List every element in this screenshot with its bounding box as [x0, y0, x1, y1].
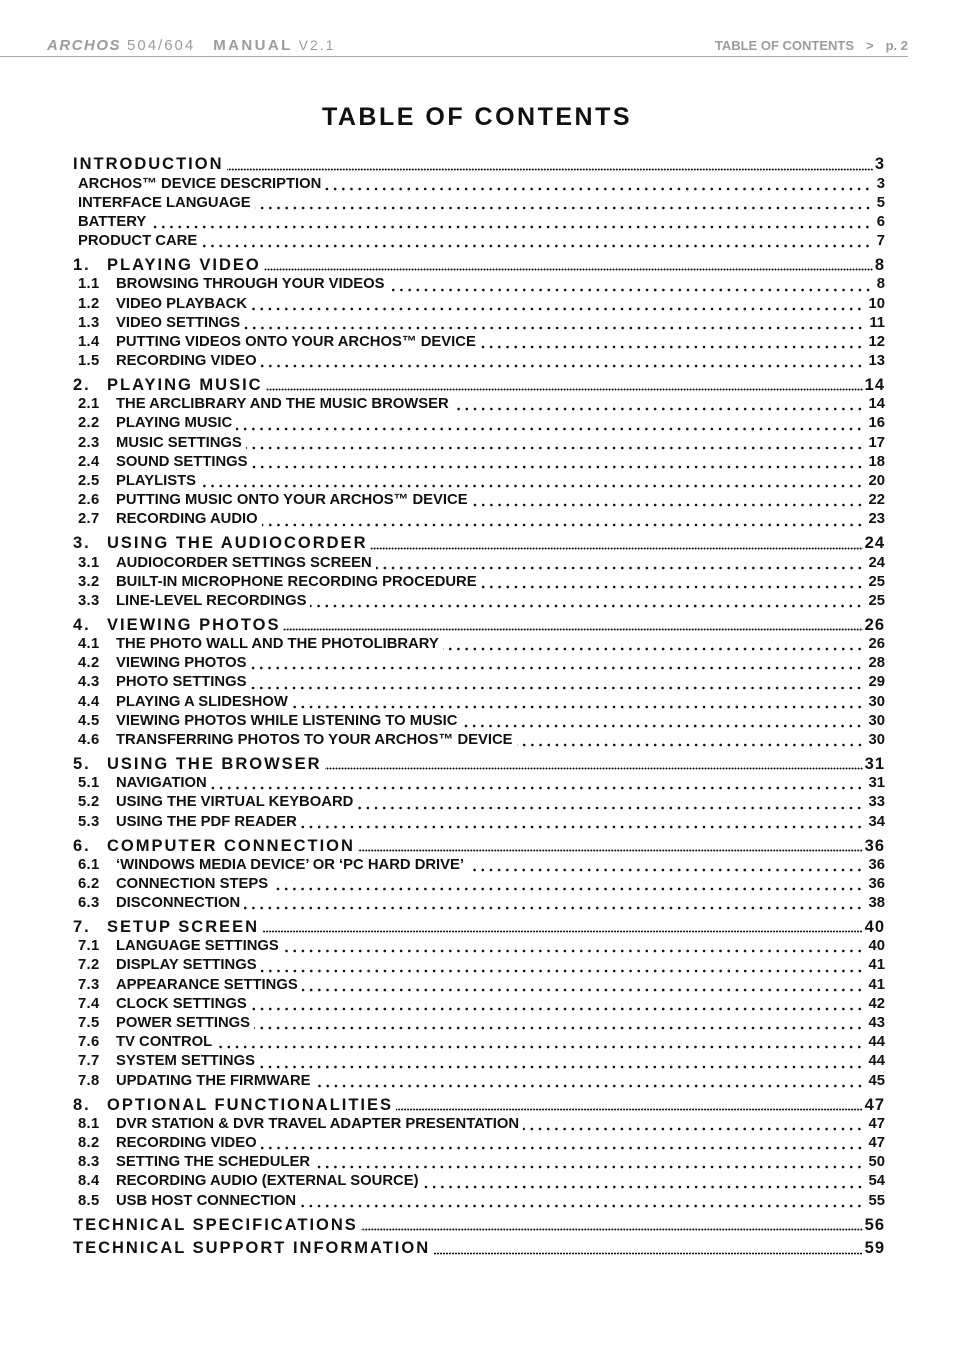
- toc-entry-number: 4.: [73, 615, 91, 634]
- toc-entry-title: NAVIGATION: [116, 775, 207, 792]
- toc-entry-number: 1.5: [78, 353, 100, 370]
- toc-entry-number: 7.4: [78, 995, 100, 1012]
- toc-entry-row[interactable]: [73, 333, 885, 352]
- toc-entry-title: CONNECTION STEPS: [116, 875, 269, 892]
- toc-entry-title: VIEWING PHOTOS WHILE LISTENING TO MUSIC: [116, 712, 458, 729]
- toc-leader-dots: [251, 295, 864, 314]
- toc-page-number: 14: [868, 396, 885, 413]
- toc-leader-dots: [358, 837, 863, 856]
- toc-leader-dots: [292, 693, 864, 712]
- breadcrumb-separator: >: [866, 38, 874, 53]
- toc-entry-number: 1.1: [78, 276, 100, 293]
- toc-entry-number: 1.4: [78, 333, 100, 350]
- toc-entry-number: 2.: [73, 376, 91, 395]
- toc-page-number: 28: [868, 655, 885, 672]
- toc-leader-dots: [481, 573, 864, 592]
- toc-page-number: 38: [868, 895, 885, 912]
- toc-leader-dots: [389, 275, 872, 294]
- toc-leader-dots: [433, 1239, 863, 1258]
- toc-entry-title: USB HOST CONNECTION: [116, 1192, 297, 1209]
- toc-page-number: 8: [876, 276, 885, 293]
- toc-entry-number: 2.3: [78, 434, 100, 451]
- toc-entry-title: PUTTING MUSIC ONTO YOUR ARCHOS™ DEVICE: [116, 492, 468, 509]
- toc-entry-title: THE PHOTO WALL AND THE PHOTOLIBRARY: [116, 636, 439, 653]
- toc-entry-title: POWER SETTINGS: [116, 1015, 251, 1032]
- toc-entry-number: 4.5: [78, 712, 100, 729]
- toc-entry-title: APPEARANCE SETTINGS: [116, 976, 298, 993]
- toc-leader-dots: [259, 1052, 864, 1071]
- toc-page-number: 31: [864, 755, 885, 773]
- toc-page-number: 23: [868, 511, 885, 528]
- toc-entry-title: USING THE PDF READER: [116, 813, 297, 830]
- toc-page-number: 12: [868, 333, 885, 350]
- toc-entry-number: 4.6: [78, 732, 100, 749]
- toc-page-number: 24: [864, 534, 885, 553]
- toc-page-number: 54: [868, 1173, 885, 1190]
- toc-entry-number: 7.5: [78, 1015, 100, 1032]
- toc-entry-row[interactable]: [73, 275, 885, 294]
- toc-leader-dots: [261, 956, 864, 975]
- toc-entry-title: PRODUCT CARE: [78, 233, 198, 250]
- toc-section-row[interactable]: [73, 155, 885, 174]
- toc-entry-title: PLAYLISTS: [116, 472, 197, 489]
- toc-entry-title: LANGUAGE SETTINGS: [116, 938, 279, 955]
- toc-leader-dots: [250, 654, 863, 673]
- toc-entry-title: PHOTO SETTINGS: [116, 674, 247, 691]
- toc-entry-title: CLOCK SETTINGS: [116, 995, 247, 1012]
- toc-leader-dots: [201, 232, 872, 251]
- toc-entry-row[interactable]: [73, 976, 885, 995]
- toc-entry-number: 7.2: [78, 957, 100, 974]
- toc-entry-number: 5.1: [78, 775, 100, 792]
- toc-page-number: 56: [864, 1215, 885, 1234]
- toc-entry-title: OPTIONAL FUNCTIONALITIES: [107, 1095, 394, 1114]
- toc-entry-number: 8.1: [78, 1115, 100, 1132]
- toc-leader-dots: [262, 510, 864, 529]
- toc-entry-number: 3.2: [78, 573, 100, 590]
- toc-entry-row[interactable]: [73, 995, 885, 1014]
- toc-entry-title: AUDIOCORDER SETTINGS SCREEN: [116, 554, 372, 571]
- toc-leader-dots: [216, 1033, 863, 1052]
- toc-entry-title: TRANSFERRING PHOTOS TO YOUR ARCHOS™ DEVICE: [116, 732, 513, 749]
- toc-page-number: 41: [868, 976, 885, 993]
- toc-entry-title: SETUP SCREEN: [107, 918, 260, 937]
- toc-entry-row[interactable]: [73, 491, 885, 510]
- toc-entry-title: TECHNICAL SUPPORT INFORMATION: [73, 1239, 431, 1258]
- toc-leader-dots: [264, 256, 873, 275]
- toc-entry-row[interactable]: [73, 414, 885, 433]
- toc-leader-dots: [480, 333, 864, 352]
- version-label: V2.1: [298, 37, 336, 53]
- toc-entry-title: ‘WINDOWS MEDIA DEVICE’ OR ‘PC HARD DRIVE’: [116, 856, 465, 873]
- toc-entry-title: USING THE BROWSER: [107, 755, 322, 773]
- toc-leader-dots: [227, 155, 873, 174]
- toc-page-number: 45: [868, 1072, 885, 1089]
- toc-leader-dots: [396, 1096, 863, 1115]
- toc-leader-dots: [200, 472, 863, 491]
- toc-page-number: 16: [868, 415, 885, 432]
- toc-entry-title: SYSTEM SETTINGS: [116, 1053, 255, 1070]
- toc-entry-number: 2.2: [78, 415, 100, 432]
- toc-entry-row[interactable]: [73, 573, 885, 592]
- toc-entry-number: 7.3: [78, 976, 100, 993]
- toc-leader-dots: [423, 1172, 864, 1191]
- toc-entry-number: 8.3: [78, 1154, 100, 1171]
- toc-entry-title: PLAYING MUSIC: [107, 376, 263, 395]
- toc-entry-row[interactable]: [73, 937, 885, 956]
- toc-entry-number: 2.7: [78, 511, 100, 528]
- toc-entry-number: 3.: [73, 534, 91, 553]
- toc-entry-number: 4.2: [78, 655, 100, 672]
- toc-entry-title: RECORDING VIDEO: [116, 1134, 257, 1151]
- toc-entry-number: 6.3: [78, 895, 100, 912]
- toc-entry-number: 8.2: [78, 1134, 100, 1151]
- toc-leader-dots: [300, 1192, 863, 1211]
- toc-page-number: 30: [868, 693, 885, 710]
- breadcrumb-section: TABLE OF CONTENTS: [714, 38, 854, 53]
- toc-leader-dots: [254, 1014, 864, 1033]
- toc-page-number: 40: [864, 918, 885, 937]
- toc-entry-row[interactable]: [73, 856, 885, 875]
- toc-entry-title: INTRODUCTION: [73, 155, 224, 174]
- toc-entry-title: SETTING THE SCHEDULER: [116, 1154, 311, 1171]
- toc-entry-row[interactable]: [73, 1115, 885, 1134]
- toc-entry-number: 8.4: [78, 1173, 100, 1190]
- toc-page-number: 8: [874, 256, 885, 275]
- toc-leader-dots: [302, 976, 864, 995]
- page-title: TABLE OF CONTENTS: [321, 103, 633, 131]
- toc-entry-number: 8.: [73, 1095, 91, 1114]
- toc-page-number: 11: [869, 314, 885, 331]
- toc-entry-title: VIDEO SETTINGS: [116, 314, 241, 331]
- toc-entry-number: 7.6: [78, 1034, 100, 1051]
- toc-entry-title: PLAYING A SLIDESHOW: [116, 693, 288, 710]
- table-of-contents: [73, 151, 885, 1259]
- toc-entry-row[interactable]: [73, 731, 885, 750]
- toc-entry-row[interactable]: [73, 232, 885, 251]
- toc-leader-dots: [443, 635, 864, 654]
- toc-page-number: 13: [868, 353, 885, 370]
- toc-entry-row[interactable]: [73, 875, 885, 894]
- toc-entry-row[interactable]: [73, 395, 885, 414]
- toc-entry-row[interactable]: [73, 554, 885, 573]
- toc-entry-row[interactable]: [73, 1172, 885, 1191]
- toc-leader-dots: [272, 875, 863, 894]
- toc-page-number: 3: [876, 175, 885, 192]
- toc-section-row[interactable]: [73, 376, 885, 395]
- toc-leader-dots: [472, 491, 864, 510]
- toc-section-row[interactable]: [73, 1096, 885, 1115]
- toc-entry-row[interactable]: [73, 453, 885, 472]
- toc-entry-row[interactable]: [73, 956, 885, 975]
- toc-leader-dots: [262, 918, 863, 937]
- toc-entry-number: 7.: [73, 918, 91, 937]
- toc-entry-title: DISCONNECTION: [116, 895, 241, 912]
- toc-entry-row[interactable]: [73, 434, 885, 453]
- toc-entry-row[interactable]: [73, 472, 885, 491]
- toc-page-number: 34: [868, 813, 885, 830]
- toc-page-number: 31: [868, 775, 885, 792]
- toc-page-number: 29: [868, 674, 885, 691]
- toc-entry-title: TECHNICAL SPECIFICATIONS: [73, 1215, 358, 1234]
- toc-page-number: 24: [868, 554, 885, 571]
- toc-entry-number: 4.4: [78, 693, 100, 710]
- toc-leader-dots: [211, 774, 864, 793]
- toc-section-row[interactable]: [73, 616, 885, 635]
- toc-page-number: 44: [868, 1053, 885, 1070]
- toc-leader-dots: [314, 1153, 864, 1172]
- toc-entry-row[interactable]: [73, 813, 885, 832]
- toc-leader-dots: [325, 755, 863, 774]
- toc-entry-title: RECORDING AUDIO (EXTERNAL SOURCE): [116, 1173, 419, 1190]
- toc-page-number: 30: [868, 732, 885, 749]
- toc-page-number: 10: [868, 295, 885, 312]
- toc-section-row[interactable]: [73, 755, 885, 774]
- toc-entry-title: PLAYING VIDEO: [107, 256, 261, 275]
- toc-entry-row[interactable]: [73, 712, 885, 731]
- toc-page-number: 25: [868, 573, 885, 590]
- toc-leader-dots: [370, 534, 862, 553]
- toc-section-row[interactable]: [73, 1216, 885, 1235]
- toc-page-number: 14: [864, 376, 885, 395]
- toc-entry-row[interactable]: [73, 654, 885, 673]
- toc-page-number: 3: [874, 155, 885, 174]
- header-breadcrumb: [715, 37, 908, 54]
- toc-leader-dots: [523, 1115, 863, 1134]
- toc-entry-title: PUTTING VIDEOS ONTO YOUR ARCHOS™ DEVICE: [116, 333, 476, 350]
- toc-entry-number: 2.6: [78, 492, 100, 509]
- toc-entry-row[interactable]: [73, 314, 885, 333]
- toc-entry-number: 6.2: [78, 875, 100, 892]
- toc-page-number: 18: [868, 453, 885, 470]
- toc-entry-number: 3.3: [78, 592, 100, 609]
- toc-page-number: 7: [876, 233, 885, 250]
- toc-entry-number: 1.: [73, 256, 91, 275]
- toc-entry-title: BROWSING THROUGH YOUR VIDEOS: [116, 276, 385, 293]
- toc-entry-row[interactable]: [73, 894, 885, 913]
- toc-leader-dots: [453, 395, 864, 414]
- toc-page-number: 36: [864, 836, 885, 855]
- toc-entry-row[interactable]: [73, 510, 885, 529]
- toc-leader-dots: [283, 616, 862, 635]
- toc-section-row[interactable]: [73, 256, 885, 275]
- toc-entry-number: 1.2: [78, 295, 100, 312]
- toc-leader-dots: [357, 793, 863, 812]
- toc-leader-dots: [261, 1134, 864, 1153]
- toc-entry-row[interactable]: [73, 1014, 885, 1033]
- toc-entry-number: 5.3: [78, 813, 100, 830]
- toc-leader-dots: [266, 376, 863, 395]
- toc-entry-row[interactable]: [73, 1134, 885, 1153]
- toc-section-row[interactable]: [73, 1239, 885, 1258]
- toc-entry-row[interactable]: [73, 673, 885, 692]
- toc-leader-dots: [252, 453, 864, 472]
- toc-entry-number: 7.8: [78, 1072, 100, 1089]
- toc-entry-title: UPDATING THE FIRMWARE: [116, 1072, 311, 1089]
- toc-leader-dots: [251, 995, 864, 1014]
- toc-page-number: 26: [864, 615, 885, 634]
- toc-entry-number: 5.: [73, 755, 91, 773]
- toc-section-row[interactable]: [73, 534, 885, 553]
- toc-page-number: 42: [868, 995, 885, 1012]
- toc-page-number: 41: [868, 957, 885, 974]
- toc-entry-row[interactable]: [73, 213, 885, 232]
- toc-leader-dots: [246, 434, 864, 453]
- toc-entry-number: 6.1: [78, 856, 100, 873]
- toc-page-number: 25: [868, 592, 885, 609]
- toc-entry-number: 7.7: [78, 1053, 100, 1070]
- toc-entry-title: RECORDING VIDEO: [116, 353, 257, 370]
- toc-entry-number: 2.4: [78, 453, 100, 470]
- manual-label: MANUAL: [213, 37, 293, 54]
- toc-entry-row[interactable]: [73, 1033, 885, 1052]
- toc-entry-number: 7.1: [78, 938, 100, 955]
- toc-leader-dots: [283, 937, 864, 956]
- toc-section-row[interactable]: [73, 837, 885, 856]
- toc-entry-number: 2.5: [78, 472, 100, 489]
- header-manual-title: [47, 36, 335, 55]
- toc-entry-number: 1.3: [78, 314, 100, 331]
- toc-leader-dots: [310, 592, 863, 611]
- toc-leader-dots: [517, 731, 864, 750]
- toc-page-number: 47: [868, 1115, 885, 1132]
- toc-section-row[interactable]: [73, 918, 885, 937]
- toc-entry-row[interactable]: [73, 1072, 885, 1091]
- toc-page-number: 55: [868, 1192, 885, 1209]
- toc-entry-title: VIEWING PHOTOS: [116, 655, 247, 672]
- toc-leader-dots: [250, 673, 863, 692]
- toc-entry-title: RECORDING AUDIO: [116, 511, 258, 528]
- toc-entry-row[interactable]: [73, 793, 885, 812]
- toc-leader-dots: [325, 175, 871, 194]
- toc-page-number: 6: [876, 213, 885, 230]
- toc-entry-title: ARCHOS™ DEVICE DESCRIPTION: [78, 175, 322, 192]
- toc-page-number: 59: [864, 1239, 885, 1258]
- toc-page-number: 33: [868, 794, 885, 811]
- toc-entry-row[interactable]: [73, 295, 885, 314]
- toc-entry-row[interactable]: [73, 1153, 885, 1172]
- toc-leader-dots: [150, 213, 872, 232]
- toc-entry-title: USING THE AUDIOCORDER: [107, 534, 368, 553]
- toc-leader-dots: [261, 352, 864, 371]
- toc-page-number: 5: [876, 194, 885, 211]
- toc-leader-dots: [236, 414, 863, 433]
- toc-page-number: 47: [864, 1095, 885, 1114]
- toc-entry-title: THE ARCLIBRARY AND THE MUSIC BROWSER: [116, 396, 449, 413]
- toc-leader-dots: [461, 712, 863, 731]
- toc-entry-number: 4.1: [78, 636, 100, 653]
- toc-page-number: 47: [868, 1134, 885, 1151]
- toc-entry-title: VIDEO PLAYBACK: [116, 295, 248, 312]
- toc-entry-row[interactable]: [73, 635, 885, 654]
- toc-page-number: 44: [868, 1034, 885, 1051]
- toc-leader-dots: [376, 554, 864, 573]
- toc-entry-number: 8.5: [78, 1192, 100, 1209]
- toc-leader-dots: [244, 314, 864, 333]
- toc-entry-title: DVR STATION & DVR TRAVEL ADAPTER PRESENTATION: [116, 1115, 520, 1132]
- toc-entry-number: 4.3: [78, 674, 100, 691]
- toc-page-number: 50: [868, 1154, 885, 1171]
- toc-entry-number: 2.1: [78, 396, 100, 413]
- toc-entry-row[interactable]: [73, 1052, 885, 1071]
- toc-page-number: 30: [868, 712, 885, 729]
- toc-leader-dots: [315, 1072, 864, 1091]
- toc-leader-dots: [361, 1216, 863, 1235]
- toc-entry-row[interactable]: [73, 1192, 885, 1211]
- toc-entry-title: BATTERY: [78, 213, 147, 230]
- toc-entry-row[interactable]: [73, 194, 885, 213]
- toc-page-number: 43: [868, 1015, 885, 1032]
- page-number: p. 2: [885, 38, 908, 53]
- toc-page-number: 40: [868, 938, 885, 955]
- model-number: 504/604: [127, 37, 196, 54]
- toc-entry-title: LINE-LEVEL RECORDINGS: [116, 592, 307, 609]
- toc-entry-title: DISPLAY SETTINGS: [116, 957, 257, 974]
- toc-entry-title: BUILT-IN MICROPHONE RECORDING PROCEDURE: [116, 573, 477, 590]
- toc-entry-row[interactable]: [73, 693, 885, 712]
- toc-entry-title: USING THE VIRTUAL KEYBOARD: [116, 794, 354, 811]
- toc-page-number: 22: [868, 492, 885, 509]
- brand-logo-text: ARCHOS: [47, 37, 122, 54]
- toc-entry-title: MUSIC SETTINGS: [116, 434, 242, 451]
- toc-entry-number: 3.1: [78, 554, 100, 571]
- toc-page-number: 17: [868, 434, 885, 451]
- toc-page-number: 36: [868, 875, 885, 892]
- toc-entry-title: SOUND SETTINGS: [116, 453, 248, 470]
- toc-entry-title: PLAYING MUSIC: [116, 415, 233, 432]
- toc-page-number: 20: [868, 472, 885, 489]
- toc-entry-title: VIEWING PHOTOS: [107, 615, 281, 634]
- toc-entry-title: COMPUTER CONNECTION: [107, 836, 355, 855]
- toc-leader-dots: [255, 194, 872, 213]
- toc-entry-row[interactable]: [73, 352, 885, 371]
- toc-entry-row[interactable]: [73, 592, 885, 611]
- toc-leader-dots: [244, 894, 863, 913]
- toc-leader-dots: [301, 813, 864, 832]
- toc-page-number: 36: [868, 856, 885, 873]
- toc-entry-row[interactable]: [73, 774, 885, 793]
- toc-leader-dots: [468, 856, 864, 875]
- header-divider: [0, 56, 908, 57]
- toc-entry-number: 6.: [73, 836, 91, 855]
- toc-entry-number: 5.2: [78, 794, 100, 811]
- toc-page-number: 26: [868, 636, 885, 653]
- toc-entry-title: INTERFACE LANGUAGE: [78, 194, 251, 211]
- toc-entry-title: TV CONTROL: [116, 1034, 213, 1051]
- toc-entry-row[interactable]: [73, 175, 885, 194]
